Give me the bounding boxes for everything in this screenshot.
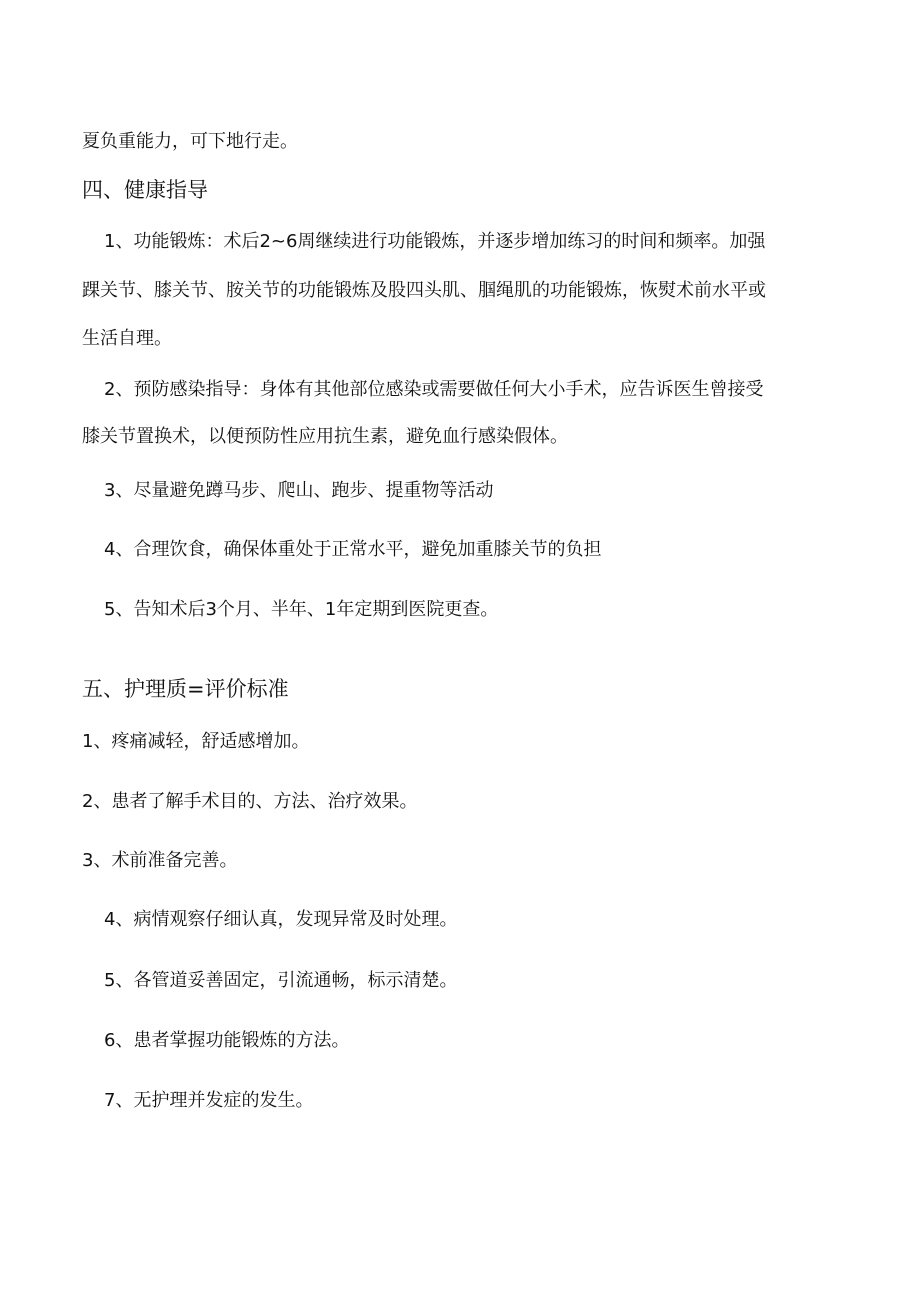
s5-item-1: 1、疼痛减轻，舒适感增加。	[82, 731, 310, 752]
s4-item-2-line-2: 膝关节置换术，以便预防性应用抗生素，避免血行感染假体。	[82, 426, 568, 447]
s5-item-5: 5、各管道妥善固定，引流通畅，标示清楚。	[104, 970, 458, 991]
s4-item-3: 3、尽量避免蹲马步、爬山、跑步、提重物等活动	[104, 480, 494, 501]
s5-item-3: 3、术前准备完善。	[82, 850, 238, 871]
s5-item-7: 7、无护理并发症的发生。	[104, 1090, 314, 1111]
s4-item-1-line-3: 生活自理。	[82, 328, 172, 349]
s4-item-2-line-1: 2、预防感染指导：身体有其他部位感染或需要做任何大小手术，应告诉医生曾接受	[104, 379, 764, 400]
s5-item-6: 6、患者掌握功能锻炼的方法。	[104, 1030, 350, 1051]
s4-item-4: 4、合理饮食，确保体重处于正常水平，避免加重膝关节的负担	[104, 539, 602, 560]
s4-item-5: 5、告知术后3个月、半年、1年定期到医院更查。	[104, 599, 499, 620]
s5-item-4: 4、病情观察仔细认真，发现异常及时处理。	[104, 909, 458, 930]
s5-item-2: 2、患者了解手术目的、方法、治疗效果。	[82, 791, 418, 812]
s4-item-1-line-1: 1、功能锻炼：术后2~6周继续进行功能锻炼，并逐步增加练习的时间和频率。加强	[104, 231, 766, 252]
continuation-text: 夏负重能力，可下地行走。	[82, 131, 298, 152]
section-5-heading: 五、护理质=评价标准	[82, 677, 289, 701]
s4-item-1-line-2: 踝关节、膝关节、胺关节的功能锻炼及股四头肌、腘绳肌的功能锻炼，恢熨术前水平或	[82, 280, 766, 301]
section-4-heading: 四、健康指导	[82, 178, 208, 202]
